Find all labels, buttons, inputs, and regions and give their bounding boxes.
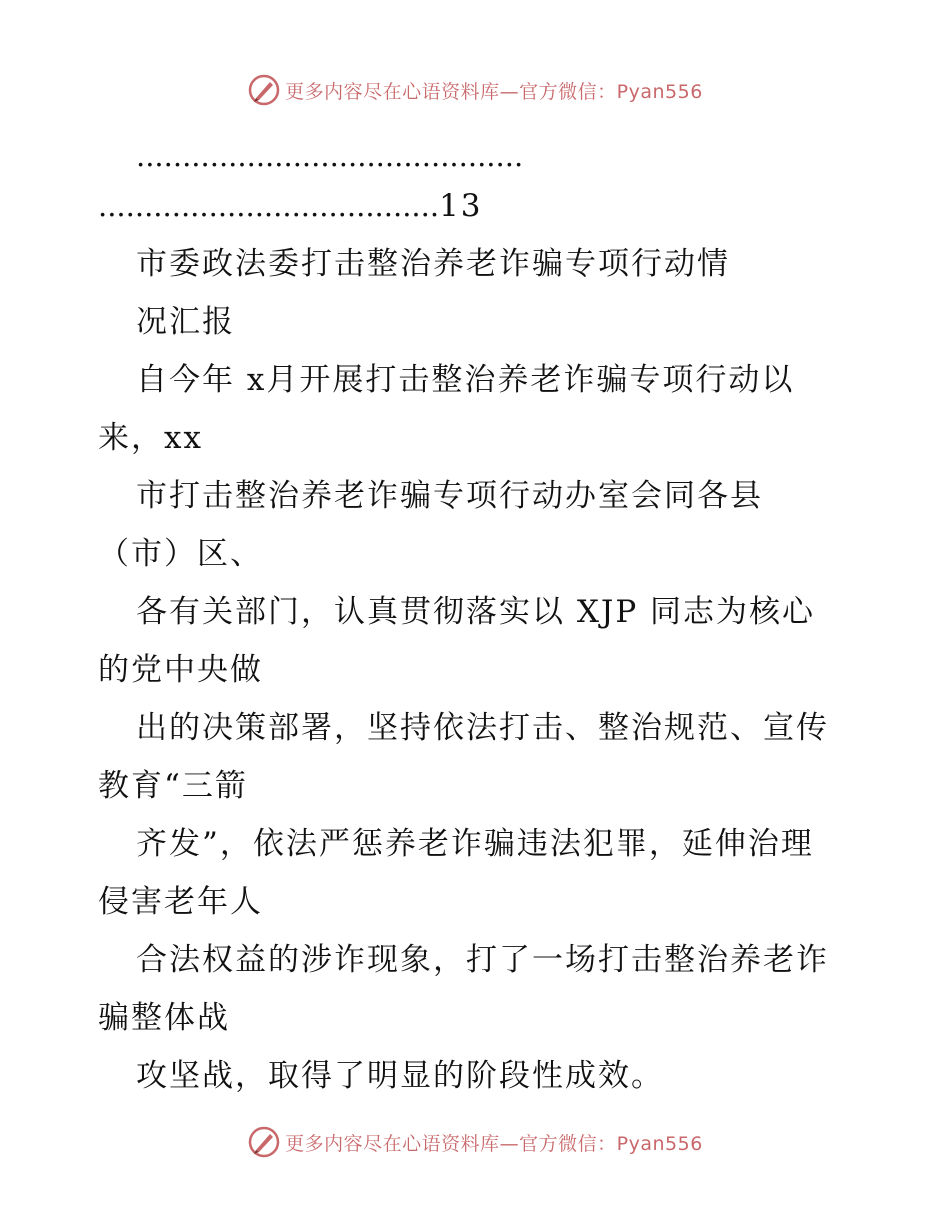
paragraph-line: 攻坚战，取得了明显的阶段性成效。 <box>136 1058 664 1094</box>
paragraph-line: 教育“三箭 <box>98 768 248 804</box>
watermark-text: 更多内容尽在心语资料库—官方微信：Pyan556 <box>285 1132 703 1155</box>
paragraph-line: 各有关部门，认真贯彻落实以 XJP 同志为核心 <box>136 594 816 630</box>
toc-dot-leader: ..................................... <box>98 189 440 223</box>
paragraph-line: 市打击整治养老诈骗专项行动办室会同各县 <box>136 478 763 514</box>
paragraph-line: 侵害老年人 <box>98 884 263 920</box>
toc-entry <box>98 186 483 226</box>
pen-logo-icon <box>247 73 281 107</box>
document-title-line: 市委政法委打击整治养老诈骗专项行动情 <box>136 246 730 282</box>
paragraph-line: 齐发”，依法严惩养老诈骗违法犯罪，延伸治理 <box>136 826 814 862</box>
paragraph-line: 骗整体战 <box>98 1000 230 1036</box>
toc-page-number: 13 <box>439 188 483 224</box>
paragraph-line: 合法权益的涉诈现象，打了一场打击整治养老诈 <box>136 942 829 978</box>
document-title-line: 况汇报 <box>136 304 235 340</box>
footer-watermark <box>0 1122 950 1162</box>
watermark-text: 更多内容尽在心语资料库—官方微信：Pyan556 <box>285 80 703 103</box>
paragraph-line: 来，xx <box>98 420 203 456</box>
paragraph-line: 的党中央做 <box>98 652 263 688</box>
paragraph-line: 自今年 x月开展打击整治养老诈骗专项行动以 <box>136 362 795 398</box>
toc-dot-leader: .......................................... <box>136 139 524 173</box>
header-watermark <box>0 70 950 110</box>
pen-logo-icon <box>247 1125 281 1159</box>
paragraph-line: （市）区、 <box>98 536 263 572</box>
paragraph-line: 出的决策部署，坚持依法打击、整治规范、宣传 <box>136 710 829 746</box>
